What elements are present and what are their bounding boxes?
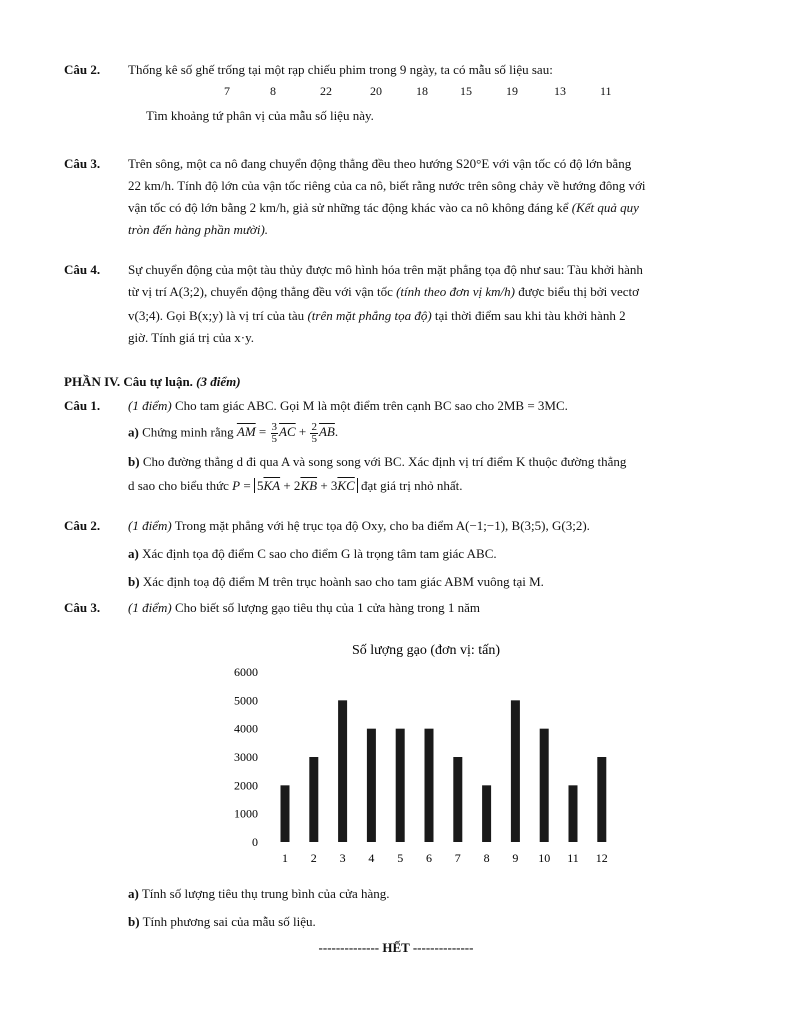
bar-month-7 [453, 757, 462, 842]
essay-3a-text: Tính số lượng tiêu thụ trung bình của cửa hàng. [141, 886, 390, 901]
question-4-line-3-tail: tại thời điểm sau khi tàu khởi hành 2 [434, 308, 626, 323]
x-tick-label: 8 [483, 851, 490, 865]
question-2-text: Thống kê số ghế trống tại một rạp chiếu phim trong 9 ngày, ta có mẫu số liệu sau: [128, 62, 553, 77]
part-4-title: PHẦN IV. Câu tự luận. [64, 374, 193, 389]
part-4-heading [64, 374, 241, 390]
question-3-line-2: 22 km/h. Tính độ lớn của vận tốc riêng của ca nô, biết rằng nước trên sông chảy về hướng đông với [128, 178, 646, 193]
sub-label: a) [128, 424, 139, 440]
bar-month-11 [569, 785, 578, 842]
bar-month-6 [425, 729, 434, 842]
question-label: Câu 3. [64, 600, 101, 615]
sample-value: 20 [370, 84, 382, 98]
essay-2-text [128, 518, 590, 534]
x-tick-label: 3 [339, 851, 346, 865]
essay-1a [128, 422, 338, 445]
question-label: Câu 3. [64, 156, 101, 171]
essay-1b-text: Cho đường thẳng d đi qua A và song song với BC. Xác định vị trí điểm K thuộc đường thẳng [142, 454, 627, 469]
question-4-line-2-text: từ vị trí A(3;2), chuyển động thẳng đều với vận tốc [128, 284, 393, 299]
part-4-points: (3 điểm) [196, 374, 241, 389]
bar-month-2 [309, 757, 318, 842]
end-marker: -------------- HẾT -------------- [318, 940, 474, 955]
question-4-line-2-tail: được biểu thị bởi vectơ [518, 284, 640, 299]
question-4-line-3 [128, 308, 626, 324]
sub-label: b) [128, 914, 140, 929]
x-axis [282, 851, 608, 865]
y-axis [234, 665, 258, 849]
sub-label: a) [128, 886, 139, 901]
x-tick-label: 7 [454, 851, 461, 865]
question-4-unit-note: (tính theo đơn vị km/h) [396, 284, 515, 299]
x-tick-label: 4 [368, 851, 375, 865]
y-tick-label: 4000 [234, 721, 258, 736]
y-tick-label: 3000 [234, 750, 258, 764]
question-4-line-2 [128, 284, 639, 300]
essay-3-points: (1 điểm) [128, 600, 172, 615]
essay-1b [128, 454, 626, 470]
data-sample-row [224, 84, 624, 100]
sample-value: 11 [600, 84, 612, 98]
sample-value: 15 [460, 84, 472, 98]
x-tick-label: 5 [397, 851, 404, 865]
x-tick-label: 1 [282, 851, 288, 865]
essay-1b-formula: $P = 5\overline{KA} + 2\overline{KB} + 3\overline{KC}$ [232, 478, 358, 493]
y-tick-label: 1000 [234, 806, 258, 821]
x-tick-label: 10 [538, 851, 551, 865]
question-4-plane-note: (trên mặt phẳng tọa độ) [307, 308, 432, 323]
essay-3b-text: Tính phương sai của mẫu số liệu. [142, 914, 316, 929]
bar-month-8 [482, 785, 491, 842]
y-tick-label: 5000 [234, 693, 258, 708]
essay-1b-text-3: đạt giá trị nhỏ nhất. [361, 478, 463, 493]
x-tick-label: 9 [512, 851, 519, 865]
sample-value: 22 [320, 84, 332, 98]
essay-3-statement: Cho biết số lượng gạo tiêu thụ của 1 cửa hàng trong 1 năm [174, 600, 481, 615]
bar-month-3 [338, 700, 347, 842]
sub-label: b) [128, 574, 140, 589]
bar-month-4 [367, 729, 376, 842]
essay-1-text [128, 398, 568, 414]
bar-month-5 [396, 729, 405, 842]
question-2-task: Tìm khoảng tứ phân vị của mẫu số liệu này. [146, 108, 374, 123]
sub-label: b) [128, 454, 140, 469]
sample-value: 7 [224, 84, 230, 98]
essay-1b-text-2: d sao cho biểu thức [128, 478, 229, 493]
question-label: Câu 1. [64, 398, 101, 413]
essay-2a-text: Xác định tọa độ điểm C sao cho điểm G là trọng tâm tam giác ABC. [142, 546, 497, 561]
x-tick-label: 6 [426, 851, 432, 865]
essay-2a [128, 546, 497, 562]
sample-value: 18 [416, 84, 428, 98]
question-4-line-1: Sự chuyển động của một tàu thủy được mô hình hóa trên mặt phẳng tọa độ như sau: Tàu khởi hành [128, 262, 643, 277]
question-3-line-3 [128, 200, 639, 216]
bar-month-12 [597, 757, 606, 842]
y-tick-label: 0 [252, 835, 258, 849]
question-3-note: (Kết quả quy [571, 200, 639, 215]
question-3-line-3-text: vận tốc có độ lớn bằng 2 km/h, giả sử những tác động khác vào ca nô không đáng kể [128, 200, 569, 215]
essay-3-text [128, 600, 480, 616]
essay-2b-text: Xác định toạ độ điểm M trên trục hoành sao cho tam giác ABM vuông tại M. [142, 574, 544, 589]
bar-month-10 [540, 729, 549, 842]
question-4-line-3-text: v(3;4). Gọi B(x;y) là vị trí của tàu [128, 308, 305, 323]
sample-value: 19 [506, 84, 518, 98]
bar-month-1 [281, 785, 290, 842]
question-4-line-4: giờ. Tính giá trị của x·y. [128, 330, 255, 345]
y-tick-label: 6000 [234, 665, 258, 679]
sub-label: a) [128, 546, 139, 561]
rice-consumption-chart [200, 632, 620, 872]
question-2 [64, 62, 100, 78]
question-label: Câu 2. [64, 518, 101, 533]
bars [281, 700, 607, 842]
question-label: Câu 2. [64, 62, 101, 77]
question-label: Câu 4. [64, 262, 101, 277]
x-tick-label: 11 [567, 851, 579, 865]
x-tick-label: 12 [595, 851, 608, 865]
question-3-note-cont: tròn đến hàng phần mười). [128, 222, 269, 237]
x-tick-label: 2 [310, 851, 317, 865]
bar-month-9 [511, 700, 520, 842]
essay-2b [128, 574, 544, 590]
essay-2-statement: Trong mặt phẳng với hệ trục tọa độ Oxy, cho ba điểm A(−1;−1), B(3;5), G(3;2). [174, 518, 590, 533]
essay-3b [128, 914, 316, 930]
essay-1a-text: Chứng minh rằng [142, 424, 234, 440]
sample-value: 8 [270, 84, 276, 98]
essay-1-statement: Cho tam giác ABC. Gọi M là một điểm trên cạnh BC sao cho 2MB = 3MC. [174, 398, 568, 413]
essay-2-points: (1 điểm) [128, 518, 172, 533]
y-tick-label: 2000 [234, 778, 258, 793]
essay-3a [128, 886, 390, 902]
sample-value: 13 [554, 84, 566, 98]
question-3-line-1: Trên sông, một ca nô đang chuyển động thẳng đều theo hướng S20°E với vận tốc có độ lớn bằng [128, 156, 632, 171]
essay-1-points: (1 điểm) [128, 398, 172, 413]
essay-1b-cont [128, 478, 462, 494]
chart-title: Số lượng gạo (đơn vị: tấn) [352, 643, 500, 658]
essay-1a-formula: $\overline{AM}$ = $\frac{3}{5}$ $\overline{AC}$ + $\frac{2}{5}$ $\overline{AB}$. [236, 421, 339, 445]
